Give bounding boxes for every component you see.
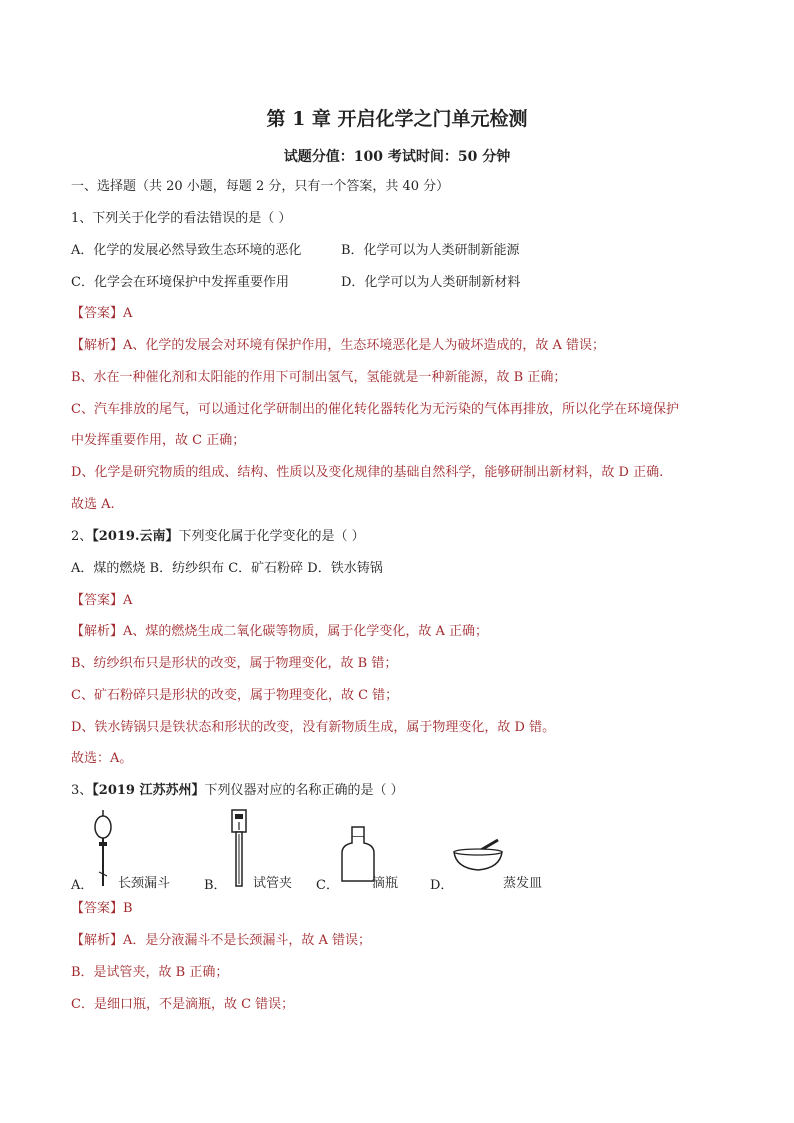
q1-option-a: A．化学的发展必然导致生态环境的恶化 xyxy=(71,243,302,258)
analysis-tag: 【解析】 xyxy=(71,624,124,639)
q3-option-a-name: 长颈漏斗 xyxy=(118,876,171,891)
q3-option-d-name: 蒸发皿 xyxy=(503,876,543,891)
q1-analysis-3: C、汽车排放的尾气，可以通过化学研制出的催化转化器转化为无污染的气体再排放，所以化学在环境保护 xyxy=(71,402,679,417)
q3-analysis-3: C．是细口瓶，不是滴瓶，故 C 错误； xyxy=(71,997,295,1012)
q2-analysis-4: D、铁水铸锅只是铁状态和形状的改变，没有新物质生成，属于物理变化，故 D 错。 xyxy=(71,720,556,735)
q3-stem-text: 下列仪器对应的名称正确的是（ ） xyxy=(204,783,404,798)
q3-analysis-2: B．是试管夹，故 B 正确； xyxy=(71,965,229,980)
q1-option-b: B．化学可以为人类研制新能源 xyxy=(341,243,520,258)
q3-option-c-letter: C． xyxy=(316,878,339,893)
analysis-text: A、煤的燃烧生成二氧化碳等物质，属于化学变化，故 A 正确； xyxy=(123,624,489,639)
q3-option-c-name: 滴瓶 xyxy=(372,876,399,891)
test-tube-holder-icon xyxy=(228,808,250,888)
page-title: 第 1 章 开启化学之门单元检测 xyxy=(266,108,528,130)
q1-analysis-1 xyxy=(71,337,605,355)
exam-info: 试题分值：100 考试时间：50 分钟 xyxy=(283,149,511,165)
q3-option-b-name: 试管夹 xyxy=(253,876,293,891)
q2-answer: 【答案】A xyxy=(71,593,133,608)
analysis-tag: 【解析】 xyxy=(71,338,124,353)
q2-analysis-2: B、纺纱织布只是形状的改变，属于物理变化，故 B 错； xyxy=(71,656,398,671)
analysis-text: A．是分液漏斗不是长颈漏斗，故 A 错误； xyxy=(123,933,372,948)
q3-stem xyxy=(71,782,404,800)
q2-stem-text: 下列变化属于化学变化的是（ ） xyxy=(178,529,365,544)
q3-option-a-letter: A． xyxy=(71,878,94,893)
analysis-tag: 【解析】 xyxy=(71,933,124,948)
q3-source-tag: 【2019 江苏苏州】 xyxy=(92,783,205,798)
q1-option-d: D．化学可以为人类研制新材料 xyxy=(341,275,521,290)
q1-option-c: C．化学会在环境保护中发挥重要作用 xyxy=(71,275,289,290)
q2-source-tag: 【2019.云南】 xyxy=(92,529,179,544)
q3-answer: 【答案】B xyxy=(71,901,133,916)
q2-analysis-1 xyxy=(71,623,488,641)
q1-answer: 【答案】A xyxy=(71,306,133,321)
analysis-text: A、化学的发展会对环境有保护作用，生态环境恶化是人为破坏造成的，故 A 错误； xyxy=(123,338,606,353)
q3-option-b-letter: B． xyxy=(204,878,227,893)
q3-analysis-1 xyxy=(71,932,371,950)
q1-conclusion: 故选 A. xyxy=(71,497,115,512)
section-heading: 一、选择题（共 20 小题，每题 2 分，只有一个答案，共 40 分） xyxy=(71,179,450,194)
q1-analysis-5: D、化学是研究物质的组成、结构、性质以及变化规律的基础自然科学，能够研制出新材料，故 D 正确. xyxy=(71,465,664,480)
reagent-bottle-icon xyxy=(340,825,376,885)
q1-analysis-2: B、水在一种催化剂和太阳能的作用下可制出氢气，氢能就是一种新能源，故 B 正确； xyxy=(71,370,567,385)
q1-stem: 1、下列关于化学的看法错误的是（ ） xyxy=(71,211,292,226)
q2-conclusion: 故选：A。 xyxy=(71,751,133,766)
q3-number: 3、 xyxy=(71,783,93,798)
q2-stem xyxy=(71,528,365,546)
q2-number: 2、 xyxy=(71,529,93,544)
q2-analysis-3: C、矿石粉碎只是形状的改变，属于物理变化，故 C 错； xyxy=(71,688,399,703)
q1-analysis-4: 中发挥重要作用，故 C 正确； xyxy=(71,433,246,448)
q2-options: A．煤的燃烧 B．纺纱织布 C．矿石粉碎 D．铁水铸锅 xyxy=(71,561,383,576)
q3-option-d-letter: D． xyxy=(430,878,454,893)
evaporating-dish-icon xyxy=(452,838,504,872)
